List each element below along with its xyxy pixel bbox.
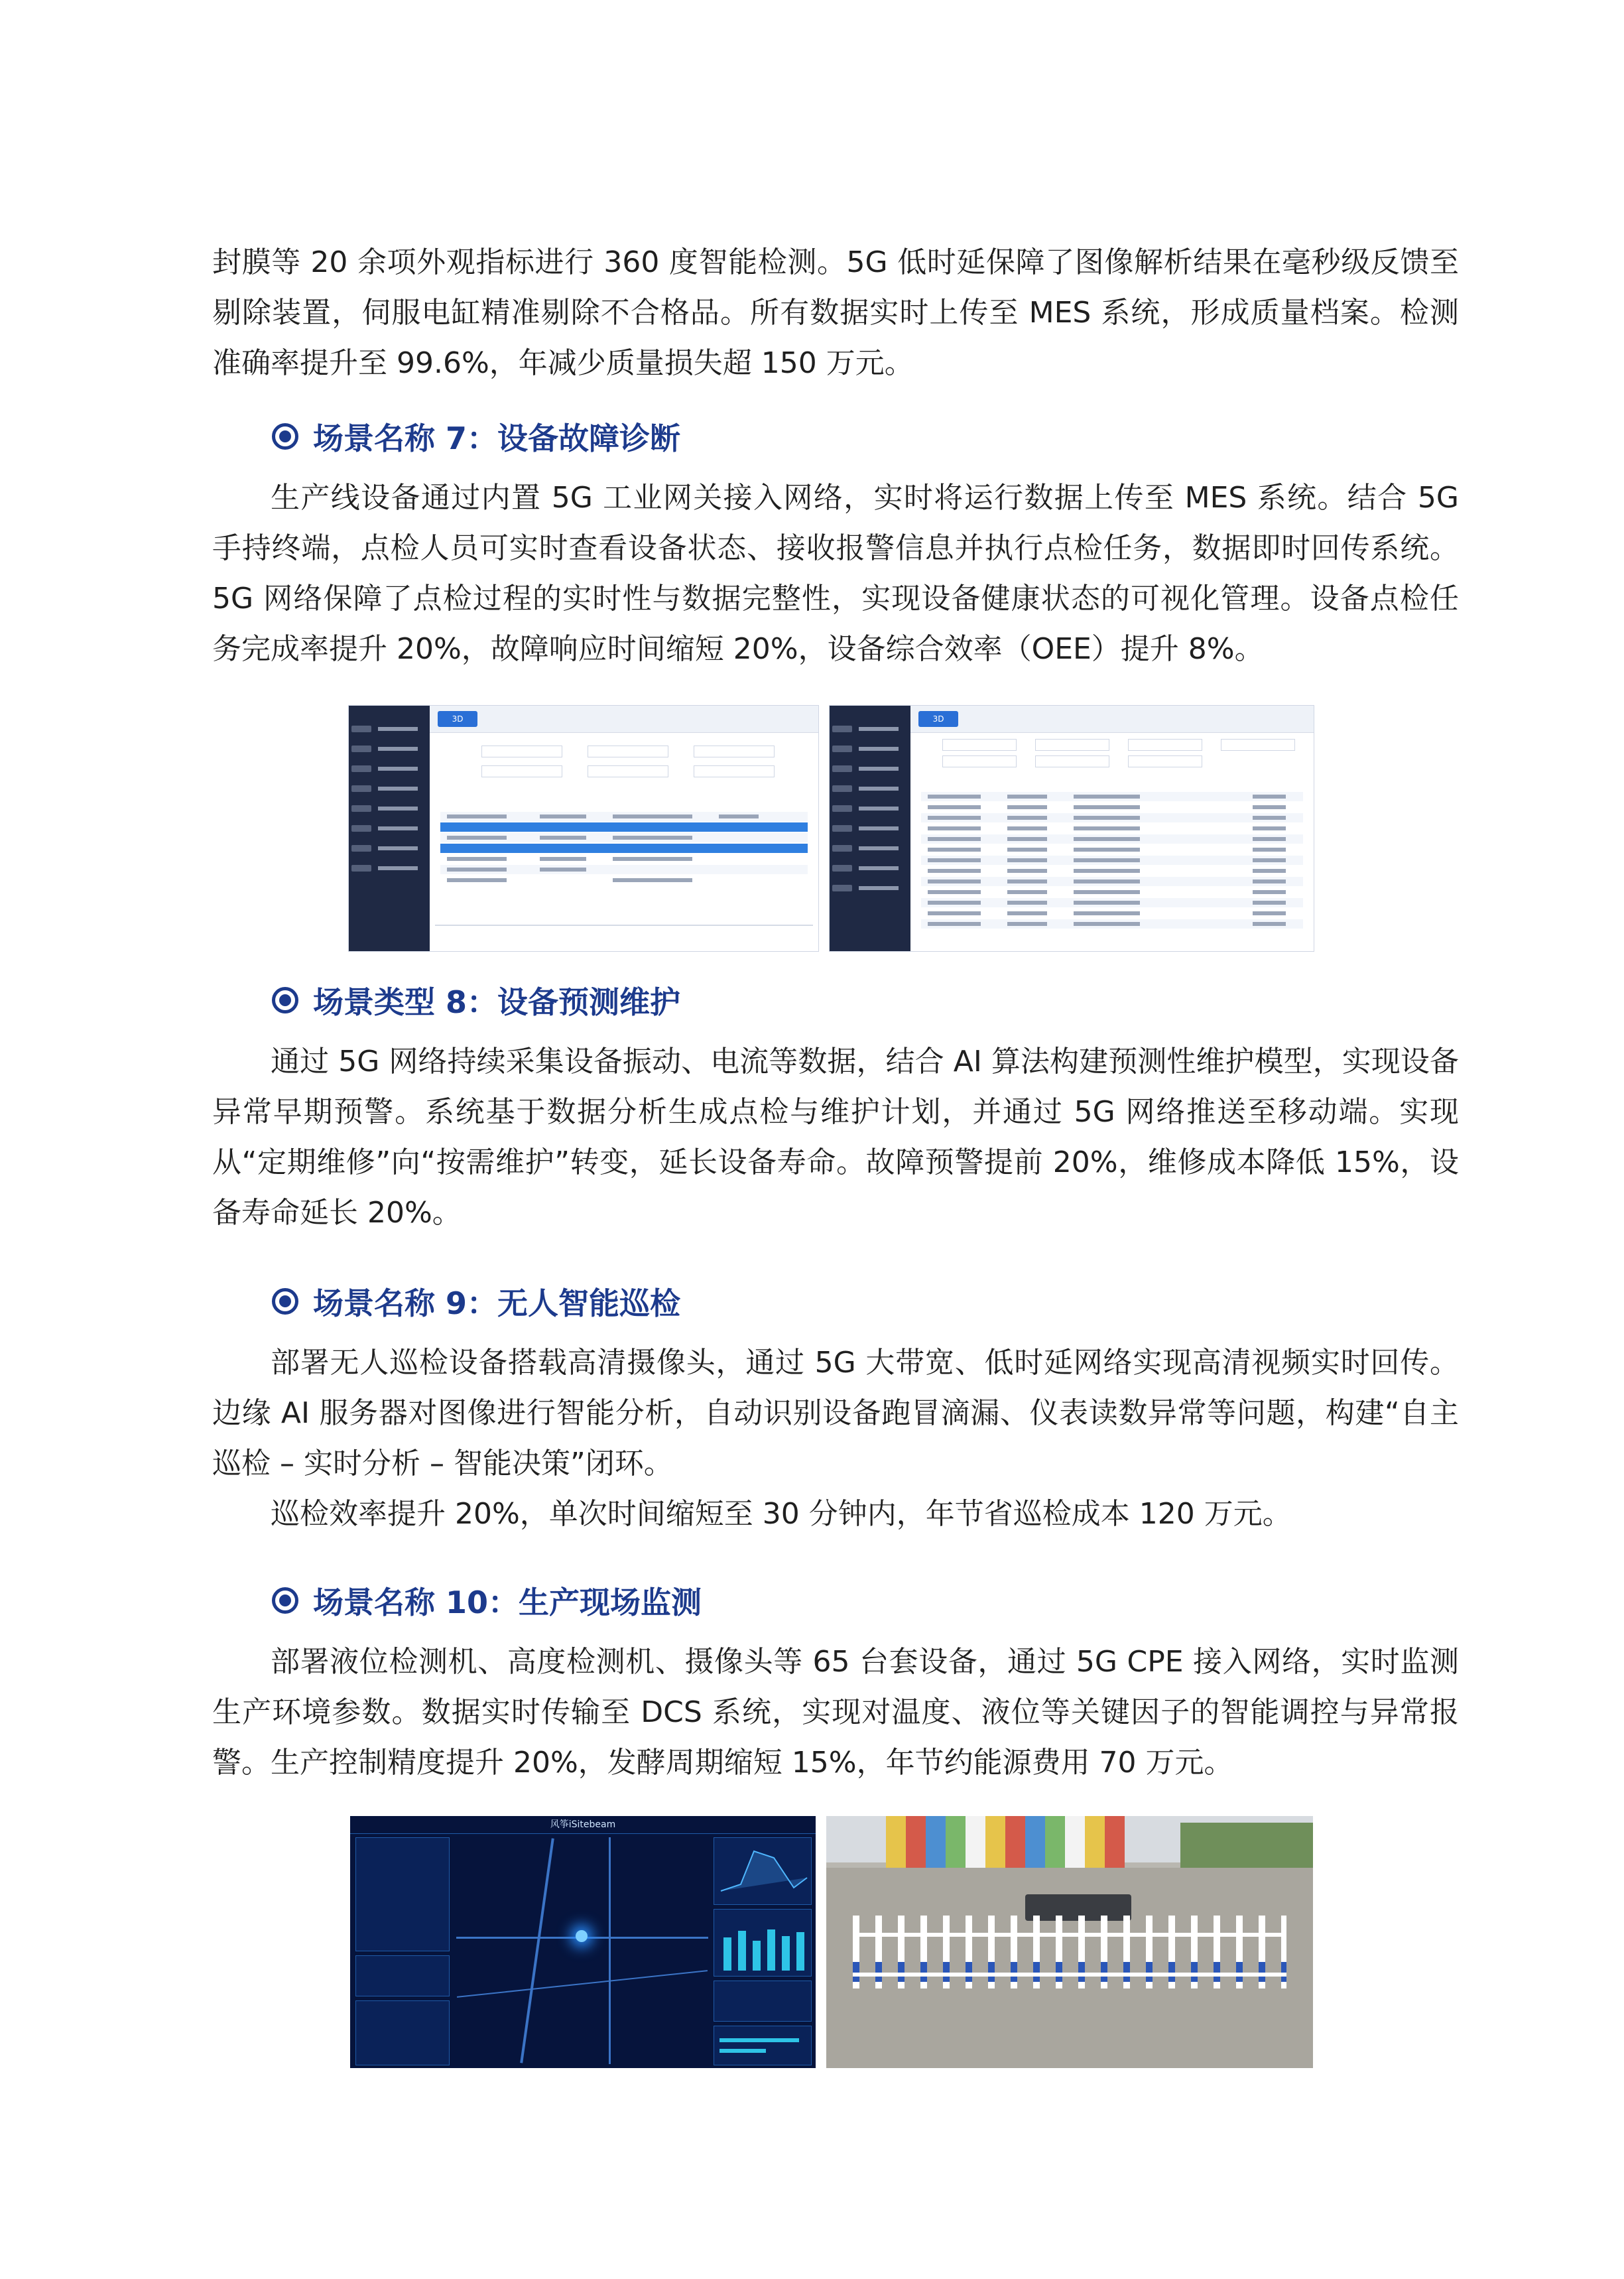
dashboard-trend-panel — [714, 1981, 812, 2022]
mes-screenshot-left — [348, 705, 819, 952]
target-bullet-icon — [272, 423, 298, 450]
section-title: 场景类型 8：设备预测维护 — [313, 984, 681, 1020]
dashboard-list-panel — [355, 2000, 450, 2065]
data-table — [435, 812, 813, 911]
section-heading-8 — [272, 977, 680, 1023]
tab-active: 3D — [438, 711, 477, 727]
dashboard-line-chart — [714, 1837, 812, 1905]
section-8-paragraph: 通过 5G 网络持续采集设备振动、电流等数据，结合 AI 算法构建预测性维护模型，实现设备异常早期预警。系统基于数据分析生成点检与维护计划，并通过 5G 网络推送至移动端。实现从“定期维修”向“按需维护”转变，延长设备寿命。故障预警提前 20%，维修成本降低 15%，设备寿命延长 20%。 — [212, 1045, 1459, 1230]
tab-active: 3D — [918, 711, 958, 727]
data-table — [916, 792, 1308, 944]
section-7-paragraph: 生产线设备通过内置 5G 工业网关接入网络，实时将运行数据上传至 MES 系统。结合 5G 手持终端，点检人员可实时查看设备状态、接收报警信息并执行点检任务，数据即时回传系统。5G 网络保障了点检过程的实时性与数据完整性，实现设备健康状态的可视化管理。设备点检任务完成率提升 20%，故障响应时间缩短 20%，设备综合效率（OEE）提升 8%。 — [212, 481, 1459, 666]
target-bullet-icon — [272, 987, 298, 1013]
section-title: 场景名称 7：设备故障诊断 — [313, 421, 681, 456]
section-9-paragraph-2: 巡检效率提升 20%，单次时间缩短至 30 分钟内，年节省巡检成本 120 万元。 — [271, 1497, 1292, 1531]
dashboard-bar-chart — [714, 1909, 812, 1977]
section-title: 场景名称 9：无人智能巡检 — [313, 1285, 681, 1321]
site-photo-fenced-device — [826, 1816, 1313, 2068]
section-heading-10 — [272, 1577, 702, 1624]
section-10-paragraph: 部署液位检测机、高度检测机、摄像头等 65 台套设备，通过 5G CPE 接入网络，实时监测生产环境参数。数据实时传输至 DCS 系统，实现对温度、液位等关键因子的智能调控与异常报警。生产控制精度提升 20%，发酵周期缩短 15%，年节约能源费用 70 万元。 — [212, 1645, 1459, 1780]
location-marker-icon — [576, 1930, 588, 1942]
dashboard-progress-panel — [714, 2026, 812, 2065]
app-tab-bar — [430, 706, 818, 733]
monitoring-dashboard — [350, 1816, 816, 2068]
colorful-building-wall — [886, 1816, 1125, 1869]
intro-paragraph: 封膜等 20 余项外观指标进行 360 度智能检测。5G 低时延保障了图像解析结果在毫秒级反馈至剔除装置，伺服电缸精准剔除不合格品。所有数据实时上传至 MES 系统，形成质量档案。检测准确率提升至 99.6%，年减少质量损失超 150 万元。 — [212, 245, 1459, 380]
section-heading-9 — [272, 1278, 680, 1325]
mes-screenshot-right — [829, 705, 1314, 952]
target-bullet-icon — [272, 1288, 298, 1315]
dashboard-gauge-panel — [355, 1955, 450, 1996]
app-sidebar — [349, 706, 430, 951]
app-tab-bar — [910, 706, 1314, 733]
section-9-paragraph-1: 部署无人巡检设备搭载高清摄像头，通过 5G 大带宽、低时延网络实现高清视频实时回传。边缘 AI 服务器对图像进行智能分析，自动识别设备跑冒滴漏、仪表读数异常等问题，构建“自主巡检 – 实时分析 – 智能决策”闭环。 — [212, 1346, 1459, 1480]
dashboard-title: 风筝iSitebeam — [350, 1816, 816, 1834]
target-bullet-icon — [272, 1587, 298, 1614]
app-sidebar — [830, 706, 910, 951]
dashboard-map — [456, 1837, 708, 2064]
dashboard-stats-panel — [355, 1837, 450, 1951]
section-title: 场景名称 10：生产现场监测 — [313, 1585, 702, 1620]
section-heading-7 — [272, 413, 680, 460]
